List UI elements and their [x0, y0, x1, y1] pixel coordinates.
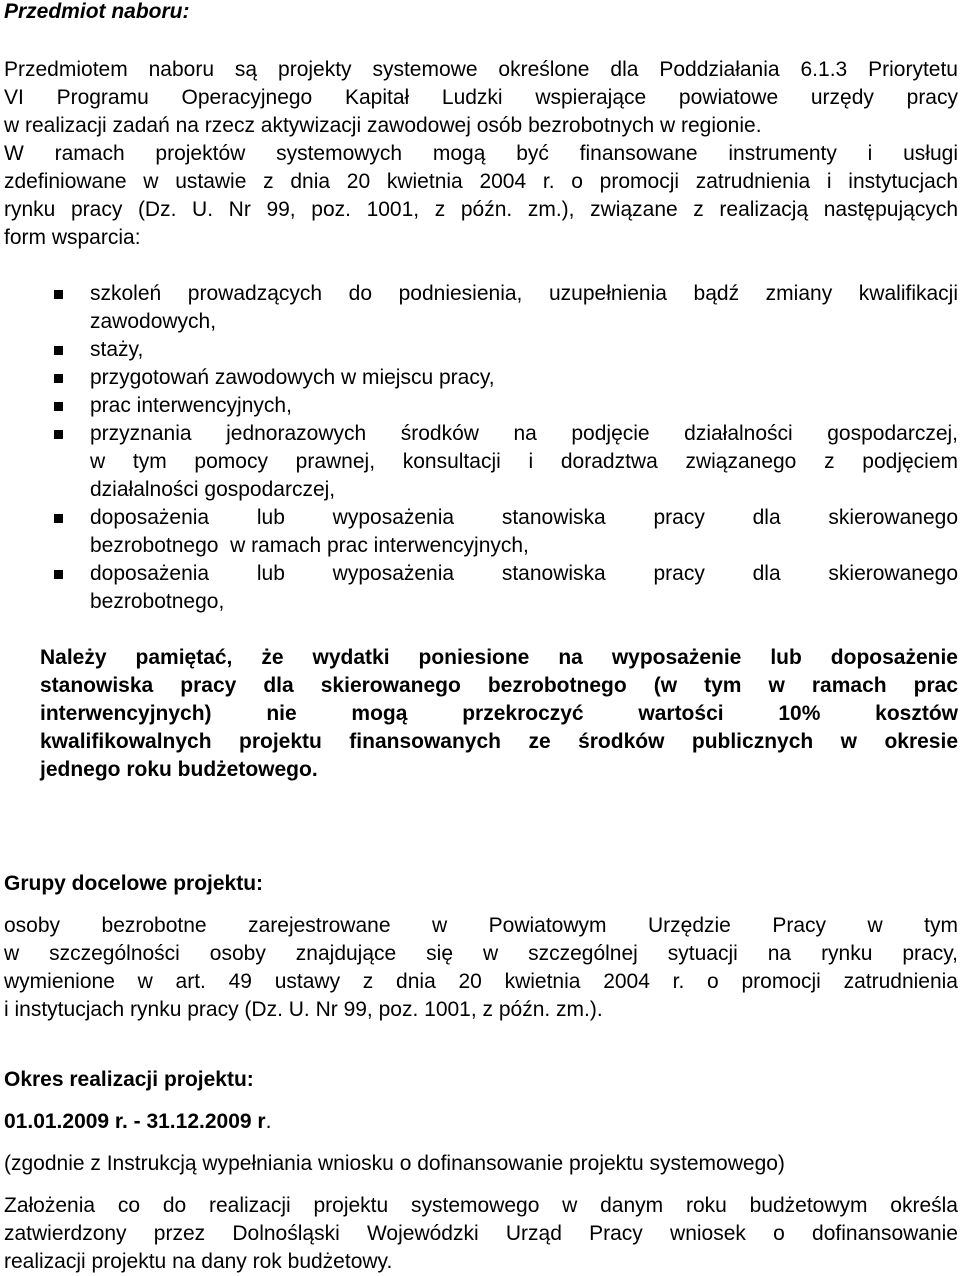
period-note: (zgodnie z Instrukcją wypełniania wniosku o dofinansowanie projektu systemowego): [4, 1152, 785, 1175]
target-line: wymienione w art. 49 ustawy z dnia 20 kwietnia 2004 r. o promocji zatrudnienia: [4, 970, 958, 993]
list-item-line: doposażenia lub wyposażenia stanowiska pracy dla skierowanego: [90, 562, 958, 585]
list-item-line: przyznania jednorazowych środków na podjęcie działalności gospodarczej,: [90, 422, 958, 445]
list-item-line: w tym pomocy prawnej, konsultacji i doradztwa związanego z podjęciem: [90, 450, 958, 473]
target-groups-paragraph: [4, 912, 958, 1024]
closing-line: realizacji projektu na dany rok budżetowy.: [4, 1250, 393, 1273]
square-bullet-icon: [54, 570, 63, 579]
intro-line: Przedmiotem naboru są projekty systemowe określone dla Poddziałania 6.1.3 Priorytetu: [4, 58, 958, 81]
project-dates: 01.01.2009 r. - 31.12.2009 r: [4, 1110, 266, 1133]
square-bullet-icon: [54, 290, 63, 299]
square-bullet-icon: [54, 514, 63, 523]
list-item-line: bezrobotnego,: [90, 590, 225, 613]
intro-line: form wsparcia:: [4, 226, 141, 249]
intro-paragraph: [4, 56, 958, 252]
list-item-line: szkoleń prowadzących do podniesienia, uzupełnienia bądź zmiany kwalifikacji: [90, 282, 958, 305]
project-dates-suffix: .: [265, 1110, 272, 1133]
intro-line: w realizacji zadań na rzecz aktywizacji zawodowej osób bezrobotnych w regionie.: [4, 114, 762, 137]
note-line: Należy pamiętać, że wydatki poniesione na wyposażenie lub doposażenie: [40, 646, 958, 669]
section-heading-period: Okres realizacji projektu:: [4, 1068, 254, 1091]
note-line: interwencyjnych) nie mogą przekroczyć wartości 10% kosztów: [40, 702, 958, 725]
square-bullet-icon: [54, 402, 63, 411]
intro-line: rynku pracy (Dz. U. Nr 99, poz. 1001, z późn. zm.), związane z realizacją następujących: [4, 198, 958, 221]
list-item: [4, 392, 958, 420]
intro-line: W ramach projektów systemowych mogą być finansowane instrumenty i usługi: [4, 142, 958, 165]
list-item-line: zawodowych,: [90, 310, 217, 333]
project-period: [4, 1108, 958, 1136]
support-forms-list: [4, 280, 958, 616]
intro-line: zdefiniowane w ustawie z dnia 20 kwietnia 2004 r. o promocji zatrudnienia i instytucjach: [4, 170, 958, 193]
list-item: [4, 420, 958, 504]
list-item: [4, 504, 958, 560]
intro-line: VI Programu Operacyjnego Kapitał Ludzki wspierające powiatowe urzędy pracy: [4, 86, 958, 109]
closing-paragraph: [4, 1192, 958, 1276]
target-line: i instytucjach rynku pracy (Dz. U. Nr 99, poz. 1001, z późn. zm.).: [4, 998, 603, 1021]
list-item-line: prac interwencyjnych,: [90, 394, 292, 417]
note-line: stanowiska pracy dla skierowanego bezrobotnego (w tym w ramach prac: [40, 674, 958, 697]
square-bullet-icon: [54, 430, 63, 439]
list-item-line: doposażenia lub wyposażenia stanowiska pracy dla skierowanego: [90, 506, 958, 529]
list-item: [4, 280, 958, 336]
target-line: osoby bezrobotne zarejestrowane w Powiatowym Urzędzie Pracy w tym: [4, 914, 958, 937]
list-item-line: staży,: [90, 338, 144, 361]
closing-line: zatwierdzony przez Dolnośląski Wojewódzki Urząd Pracy wniosek o dofinansowanie: [4, 1222, 958, 1245]
list-item: [4, 336, 958, 364]
target-line: w szczególności osoby znajdujące się w szczególnej sytuacji na rynku pracy,: [4, 942, 958, 965]
note-line: jednego roku budżetowego.: [40, 758, 318, 781]
closing-line: Założenia co do realizacji projektu systemowego w danym roku budżetowym określa: [4, 1194, 958, 1217]
list-item-line: bezrobotnego w ramach prac interwencyjnych,: [90, 534, 529, 557]
section-heading-subject: Przedmiot naboru:: [4, 0, 190, 23]
square-bullet-icon: [54, 346, 63, 355]
list-item-line: przygotowań zawodowych w miejscu pracy,: [90, 366, 495, 389]
list-item: [4, 560, 958, 616]
note-line: kwalifikowalnych projektu finansowanych ze środków publicznych w okresie: [40, 730, 958, 753]
section-heading-target-groups: Grupy docelowe projektu:: [4, 872, 264, 895]
list-item-line: działalności gospodarczej,: [90, 478, 336, 501]
list-item: [4, 364, 958, 392]
cost-limit-note: [40, 644, 958, 784]
square-bullet-icon: [54, 374, 63, 383]
